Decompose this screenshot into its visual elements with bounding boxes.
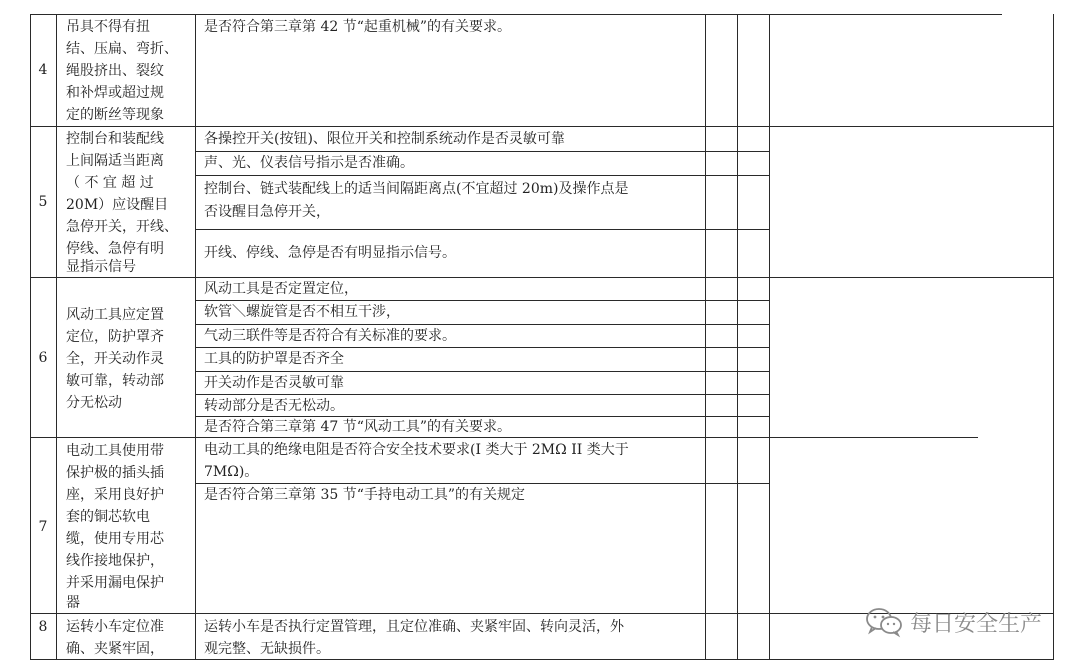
row-divider — [30, 126, 1054, 127]
column-divider — [56, 14, 57, 660]
row-number: 6 — [38, 350, 48, 366]
wechat-icon — [864, 606, 904, 638]
check-text: 7MΩ)。 — [204, 464, 259, 480]
check-text: 工具的防护罩是否齐全 — [204, 351, 344, 367]
item-text-line: 器 — [66, 595, 80, 611]
column-divider — [705, 14, 706, 660]
item-text-line: 并采用漏电保护 — [66, 575, 164, 591]
item-text-line: 定位，防护罩齐 — [66, 329, 164, 345]
check-text: 开关动作是否灵敏可靠 — [204, 375, 344, 391]
check-text: 是否符合第三章第 35 节“手持电动工具”的有关规定 — [204, 487, 526, 503]
item-text-line: 套的铜芯软电 — [66, 509, 150, 525]
check-text: 声、光、仪表信号指示是否准确。 — [204, 155, 414, 171]
item-text-line: 风动工具应定置 — [66, 307, 164, 323]
item-text-line: 绳股挤出、裂纹 — [66, 63, 164, 79]
item-text-line: （ 不 宜 超 过 — [66, 175, 154, 191]
table-top-border — [30, 14, 1002, 15]
item-text-line: 确、夹紧牢固， — [66, 641, 164, 657]
row-divider — [30, 277, 1054, 278]
item-text-line: 上间隔适当距离 — [66, 153, 164, 169]
check-text: 否设醒目急停开关， — [204, 204, 330, 220]
watermark — [864, 606, 1042, 638]
check-text: 各操控开关(按钮)、限位开关和控制系统动作是否灵敏可靠 — [204, 131, 565, 147]
watermark-text: 每日安全生产 — [909, 611, 1042, 637]
row-number: 5 — [38, 194, 48, 210]
item-text-line: 全，开关动作灵 — [66, 351, 164, 367]
check-text: 开线、停线、急停是否有明显指示信号。 — [204, 245, 456, 261]
item-text-line: 座，采用良好护 — [66, 487, 164, 503]
item-text-line: 分无松动 — [66, 395, 122, 411]
item-text-line: 保护极的插头插 — [66, 465, 164, 481]
table-bottom-border — [30, 659, 1054, 660]
check-text: 控制台、链式装配线上的适当间隔距离点(不宜超过 20m)及操作点是 — [204, 181, 629, 197]
table-right-border — [1053, 14, 1054, 660]
column-divider — [737, 14, 738, 660]
row-number: 8 — [38, 619, 48, 635]
column-divider — [769, 14, 770, 660]
column-divider — [195, 14, 196, 660]
check-text: 气动三联件等是否符合有关标准的要求。 — [204, 328, 456, 344]
row-number: 7 — [38, 519, 48, 535]
item-text-line: 运转小车定位准 — [66, 619, 164, 635]
check-text: 是否符合第三章第 47 节“风动工具”的有关要求。 — [204, 419, 512, 435]
check-text: 观完整、无缺损件。 — [204, 641, 330, 657]
item-text-line: 急停开关，开线、 — [66, 219, 178, 235]
item-text-line: 停线、急停有明 — [66, 241, 164, 257]
row-divider — [195, 229, 769, 230]
row-number: 4 — [38, 62, 48, 78]
check-text: 是否符合第三章第 42 节“起重机械”的有关要求。 — [204, 19, 512, 35]
item-text-line: 线作接地保护， — [66, 553, 164, 569]
item-text-line: 显指示信号 — [66, 259, 136, 275]
check-text: 运转小车是否执行定置管理，且定位准确、夹紧牢固、转向灵活，外 — [204, 619, 624, 635]
item-text-line: 缆，使用专用芯 — [66, 531, 164, 547]
item-text-line: 电动工具使用带 — [66, 443, 164, 459]
check-text: 软管＼螺旋管是否不相互干涉， — [204, 304, 400, 320]
row-divider — [195, 175, 769, 176]
item-text-line: 控制台和装配线 — [66, 131, 164, 147]
check-text: 风动工具是否定置定位， — [204, 281, 358, 297]
check-text: 电动工具的绝缘电阻是否符合安全技术要求(I 类大于 2MΩ II 类大于 — [204, 442, 629, 458]
table-left-border — [30, 14, 31, 660]
item-text-line: 定的断丝等现象 — [66, 107, 164, 123]
item-text-line: 和补焊或超过规 — [66, 85, 164, 101]
check-text: 转动部分是否无松动。 — [204, 398, 344, 414]
item-text-line: 20M）应设醒目 — [66, 197, 169, 213]
item-text-line: 敏可靠，转动部 — [66, 373, 164, 389]
item-text-line: 吊具不得有扭 — [66, 19, 150, 35]
item-text-line: 结、压扁、弯折、 — [66, 41, 178, 57]
